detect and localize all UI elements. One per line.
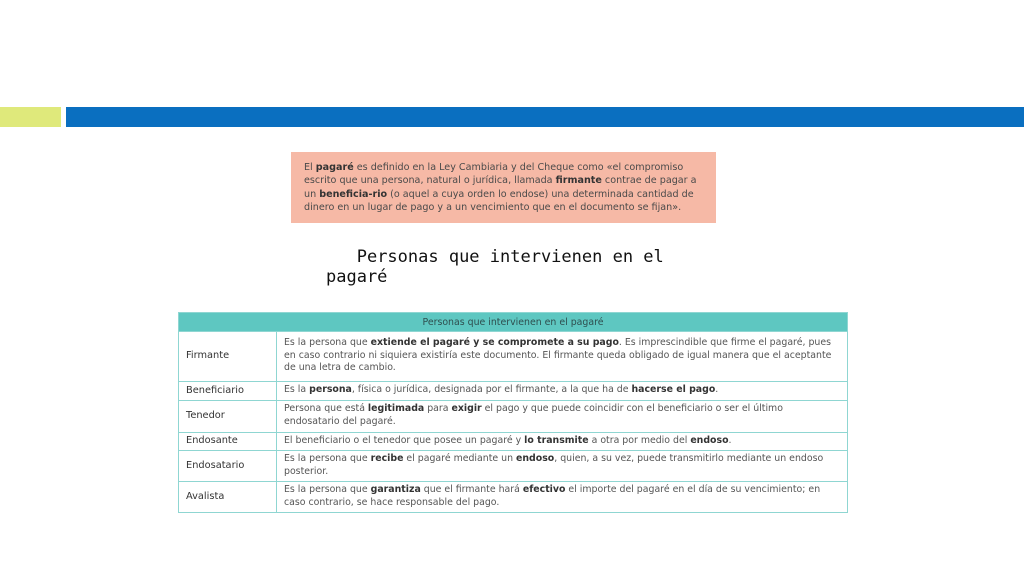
description-bold-text: garantiza xyxy=(370,484,421,495)
quote-text: es definido en la Ley Cambiaria y del Cheque como «el compromiso escrito que una persona, natural o jurídica, llamada xyxy=(304,162,684,187)
table-header: Personas que intervienen en el pagaré xyxy=(179,313,848,332)
definition-quote-box xyxy=(291,152,716,223)
description-text: . xyxy=(728,434,732,446)
description-text: el pago y que puede coincidir con el beneficiario o ser el último endosatario del pagaré. xyxy=(284,403,783,427)
table-row xyxy=(179,382,848,401)
slide-title: Personas que intervienen en el pagaré xyxy=(326,247,675,287)
accent-bar-blue xyxy=(66,107,1024,127)
description-text: a otra por medio del xyxy=(588,434,691,446)
description-text: Es la persona que xyxy=(284,337,371,349)
description-text: Persona que está xyxy=(284,403,368,414)
participants-table xyxy=(178,312,848,513)
table-row xyxy=(179,432,848,451)
quote-bold-text: pagaré xyxy=(315,162,354,173)
description-bold-text: extiende el pagaré y se compromete a su pago xyxy=(370,337,619,349)
row-term: Endosante xyxy=(179,432,277,451)
description-text: Es la persona que xyxy=(284,484,371,495)
description-text: , quien, a su vez, puede transmitirlo mediante un endoso posterior. xyxy=(284,453,824,477)
row-description xyxy=(277,382,848,401)
row-description xyxy=(277,482,848,513)
description-bold-text: recibe xyxy=(370,453,404,464)
description-text: Es la xyxy=(284,384,310,395)
description-text: El beneficiario o el tenedor que posee un pagaré y xyxy=(284,434,525,446)
quote-bold-text: beneficia-rio xyxy=(319,188,388,200)
description-bold-text: hacerse el pago xyxy=(631,384,716,395)
row-description xyxy=(277,332,848,382)
row-term: Tenedor xyxy=(179,400,277,432)
row-term: Avalista xyxy=(179,482,277,513)
description-bold-text: endoso xyxy=(516,453,555,464)
quote-text: (o aquel a cuya orden lo endose) una determinada cantidad de dinero en un lugar de pago y a un vencimiento que en el documento se fijan». xyxy=(304,188,694,214)
table-body xyxy=(179,332,848,513)
row-description xyxy=(277,432,848,451)
description-bold-text: legitimada xyxy=(367,403,425,414)
table-header-row xyxy=(179,313,848,332)
description-text: el importe del pagaré en el día de su vencimiento; en caso contrario, se hace responsable del pago. xyxy=(284,484,821,508)
row-term: Firmante xyxy=(179,332,277,382)
table-row xyxy=(179,332,848,382)
quote-text: contrae de pagar a un xyxy=(304,175,697,200)
description-text: . Es imprescindible que firme el pagaré, pues en caso contrario ni siquiera existiría este documento. El firmante queda obligado de igual manera que el aceptante de una letra de cambio. xyxy=(284,337,832,374)
description-bold-text: lo transmite xyxy=(524,434,589,446)
accent-block-left xyxy=(0,107,61,127)
description-text: que el firmante hará xyxy=(420,484,523,495)
description-text: , física o jurídica, designada por el firmante, a la que ha de xyxy=(351,384,632,395)
table-row xyxy=(179,400,848,432)
table-row xyxy=(179,482,848,513)
row-description xyxy=(277,400,848,432)
description-text: para xyxy=(424,403,452,414)
quote-bold-text: firmante xyxy=(555,175,602,187)
row-description xyxy=(277,451,848,482)
description-bold-text: efectivo xyxy=(522,484,566,495)
row-term: Beneficiario xyxy=(179,382,277,401)
description-bold-text: persona xyxy=(309,384,352,395)
description-bold-text: exigir xyxy=(451,403,482,414)
description-bold-text: endoso xyxy=(690,434,729,446)
description-text: Es la persona que xyxy=(284,453,371,464)
row-term: Endosatario xyxy=(179,451,277,482)
quote-text: El xyxy=(304,162,316,173)
description-text: el pagaré mediante un xyxy=(403,453,517,464)
description-text: . xyxy=(715,384,719,395)
table-row xyxy=(179,451,848,482)
